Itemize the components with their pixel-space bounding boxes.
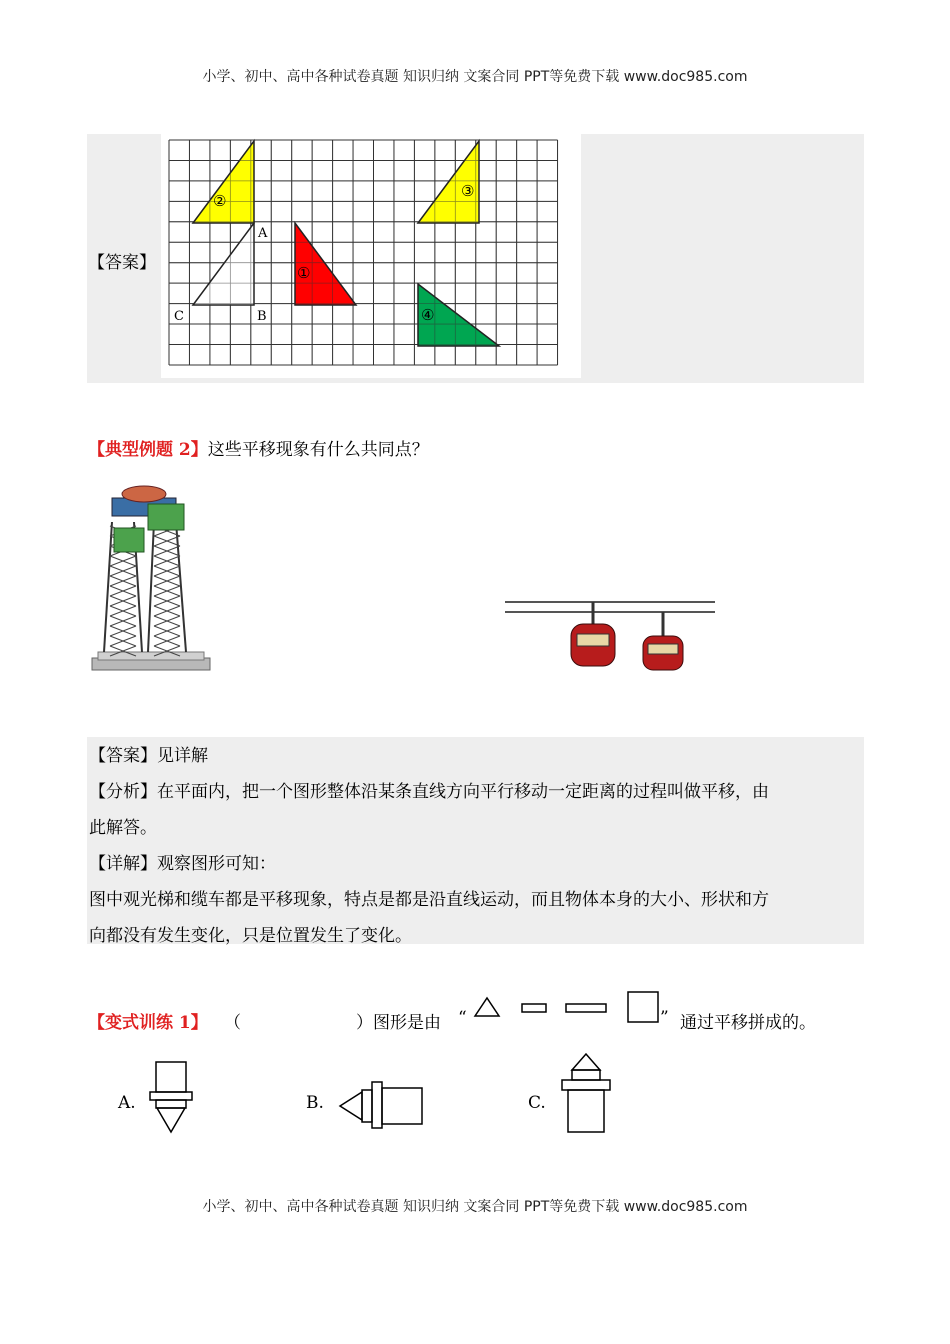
label-b: B <box>257 309 267 324</box>
page-header: 小学、初中、高中各种试卷真题 知识归纳 文案合同 PPT等免费下载 www.doc985.com <box>202 69 748 85</box>
option-c-figure[interactable] <box>556 1050 616 1138</box>
analysis-line-2: 此解答。 <box>89 818 157 838</box>
component-square <box>628 992 658 1022</box>
detail-line-2: 向都没有发生变化，只是位置发生了变化。 <box>89 926 412 946</box>
triangle-2-yellow <box>193 141 254 223</box>
option-a-label[interactable]: A. <box>118 1093 136 1113</box>
label-c: C <box>174 309 184 324</box>
label-shape-3: ③ <box>461 182 475 200</box>
detail-label: 【详解】观察图形可知： <box>89 854 276 874</box>
example-2-question: 这些平移现象有什么共同点？ <box>207 440 429 460</box>
option-b-figure[interactable] <box>336 1078 428 1130</box>
sightseeing-elevator-illustration <box>90 482 214 674</box>
label-a: A <box>258 226 268 241</box>
exercise-1-tag: 【变式训练 1】 <box>88 1013 208 1033</box>
grid-figure <box>161 134 581 378</box>
option-c-label[interactable]: C. <box>528 1093 546 1113</box>
grid-lines-overlay <box>169 140 558 365</box>
component-shapes <box>470 988 670 1028</box>
component-long-rect <box>566 1004 606 1012</box>
exercise-1-suffix: 通过平移拼成的。 <box>680 1013 816 1033</box>
answer-label: 【答案】 <box>88 253 156 273</box>
triangle-abc-outline <box>193 223 254 305</box>
option-a-figure[interactable] <box>146 1058 198 1138</box>
exercise-1-close-paren: ）图形是由 <box>356 1013 441 1033</box>
option-b-label[interactable]: B. <box>306 1093 324 1113</box>
analysis-line-1: 【分析】在平面内，把一个图形整体沿某条直线方向平行移动一定距离的过程叫做平移，由 <box>89 782 769 802</box>
exercise-1-open-paren: （ <box>224 1013 241 1033</box>
label-shape-1: ① <box>297 264 311 282</box>
grid-lines <box>169 140 558 365</box>
example-2-tag: 【典型例题 2】 <box>88 440 208 460</box>
detail-box <box>87 737 864 944</box>
cable-car-illustration <box>505 596 717 674</box>
label-shape-2: ② <box>213 192 227 210</box>
grid-svg <box>161 134 581 378</box>
page-footer: 小学、初中、高中各种试卷真题 知识归纳 文案合同 PPT等免费下载 www.doc985.com <box>202 1199 748 1215</box>
detail-answer: 【答案】见详解 <box>89 746 208 766</box>
detail-line-1: 图中观光梯和缆车都是平移现象，特点是都是沿直线运动，而且物体本身的大小、形状和方 <box>89 890 769 910</box>
component-small-rect <box>522 1004 546 1012</box>
exercise-1-title <box>88 1008 848 1038</box>
exercise-1-quote-open: “ <box>458 1008 467 1028</box>
component-triangle <box>475 998 499 1016</box>
example-2-title <box>88 435 429 460</box>
label-shape-4: ④ <box>421 306 435 324</box>
exercise-1-quote-close: ” <box>660 1008 669 1028</box>
